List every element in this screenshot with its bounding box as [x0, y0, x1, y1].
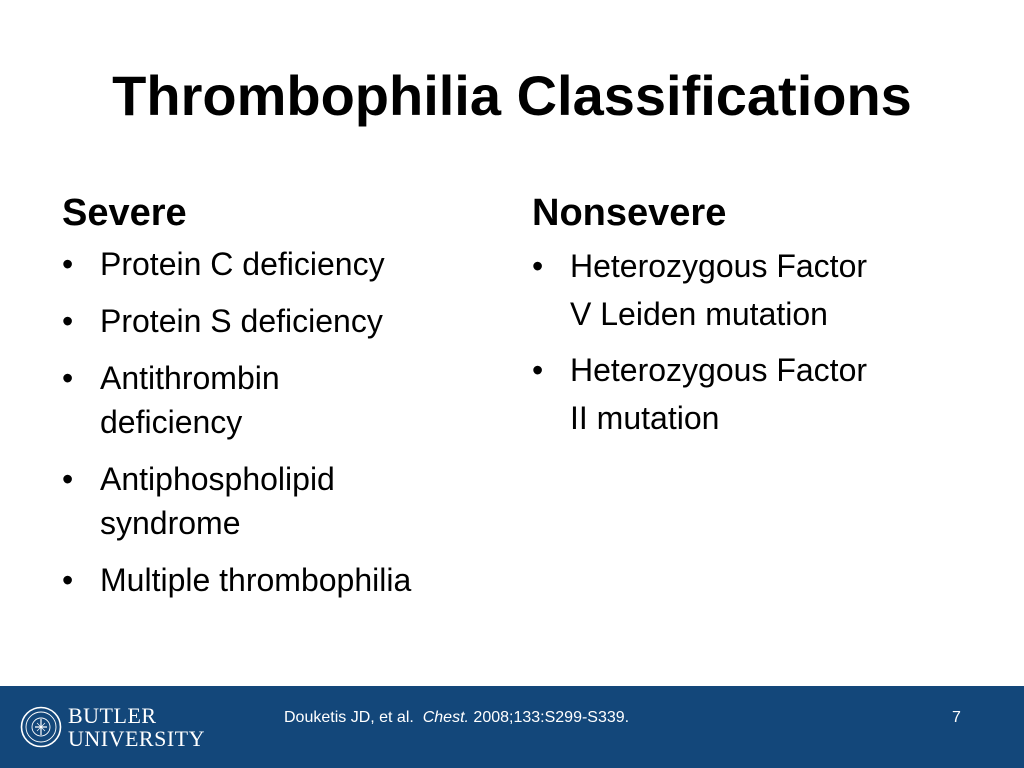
bullet-glyph: •: [62, 303, 74, 339]
bullet-glyph: •: [532, 248, 544, 284]
logo-line-2: UNIVERSITY: [68, 726, 205, 751]
list-item-text-cont: II mutation: [570, 400, 720, 436]
severe-column: [62, 190, 502, 615]
severe-list: [62, 242, 502, 602]
logo-line-1: BUTLER: [68, 703, 157, 728]
citation: [284, 708, 629, 728]
list-item: [62, 299, 502, 343]
university-seal-icon: [20, 706, 62, 748]
list-item: [62, 457, 502, 545]
severe-heading: Severe: [62, 192, 187, 234]
slide-title: Thrombophilia Classifications: [112, 64, 912, 127]
footer-bar: [0, 686, 1024, 768]
list-item-text: Protein C deficiency: [100, 246, 385, 282]
list-item: [62, 242, 502, 286]
bullet-glyph: •: [532, 352, 544, 388]
bullet-glyph: •: [62, 246, 74, 282]
page-number: 7: [952, 709, 961, 726]
university-logo-text: [68, 704, 205, 750]
list-item: [532, 346, 952, 442]
list-item: [62, 356, 502, 444]
list-item-text-cont: deficiency: [100, 404, 243, 440]
list-item-text: Antithrombin: [100, 360, 280, 396]
nonsevere-heading: Nonsevere: [532, 192, 727, 234]
list-item-text: Protein S deficiency: [100, 303, 383, 339]
bullet-glyph: •: [62, 562, 74, 598]
list-item-text: Heterozygous Factor: [570, 352, 868, 388]
list-item-text-cont: V Leiden mutation: [570, 296, 828, 332]
nonsevere-list: [532, 242, 952, 442]
bullet-glyph: •: [62, 360, 74, 396]
list-item-text: Multiple thrombophilia: [100, 562, 412, 598]
nonsevere-column: [532, 190, 952, 450]
list-item: [532, 242, 952, 338]
list-item: [62, 558, 502, 602]
list-item-text: Antiphospholipid: [100, 461, 335, 497]
list-item-text: Heterozygous Factor: [570, 248, 868, 284]
citation-journal: Chest.: [422, 709, 469, 726]
bullet-glyph: •: [62, 461, 74, 497]
citation-authors: Douketis JD, et al.: [284, 709, 423, 726]
citation-details: 2008;133:S299-S339.: [468, 709, 630, 726]
list-item-text-cont: syndrome: [100, 505, 241, 541]
